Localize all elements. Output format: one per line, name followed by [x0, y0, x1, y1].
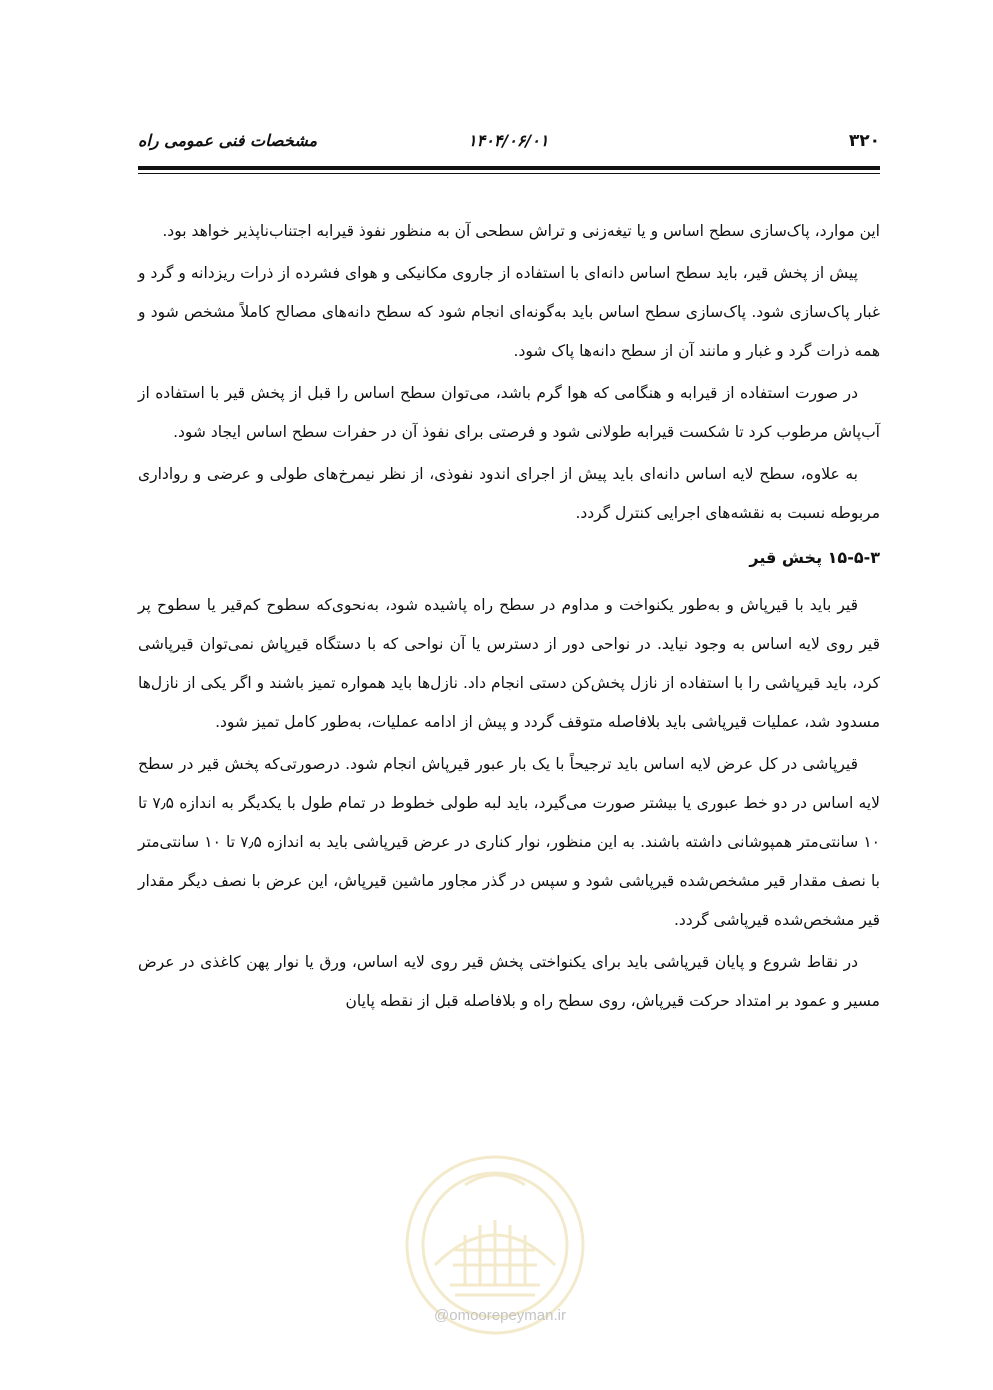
header-date: ۱۴۰۴/۰۶/۰۱ — [468, 131, 549, 150]
page — [138, 0, 880, 1390]
header-rule-thick — [138, 166, 880, 170]
paragraph: در نقاط شروع و پایان قیرپاشی باید برای یکنواختی پخش قیر روی لایه اساس، ورق یا نوار پهن کاغذی در عرض مسیر و عمود بر امتداد حرکت قیرپاش، روی سطح راه و بلافاصله قبل از نقطه پایان — [138, 953, 880, 1010]
header-title: مشخصات فنی عمومی راه — [138, 131, 318, 150]
paragraph: به علاوه، سطح لایه اساس دانه‌ای باید پیش از اجرای اندود نفوذی، از نظر نیمرخ‌های طولی و عرضی و رواداری مربوطه نسبت به نقشه‌های اجرایی کنترل گردد. — [138, 465, 880, 522]
section-heading: ۱۵-۵-۳ پخش قیر — [749, 548, 880, 567]
watermark-text: @omoorepeyman.ir — [434, 1307, 566, 1324]
paragraph: قیر باید با قیرپاش و به‌طور یکنواخت و مداوم در سطح راه پاشیده شود، به‌نحوی‌که سطوح کم‌قیر یا سطوح پر قیر روی لایه اساس به وجود نیاید. در نواحی دور از دسترس یا آن نواحی که با دستگاه قیرپاش نمی‌توان قیرپاشی کرد، باید قیرپاشی را با استفاده از نازل پخش‌کن دستی انجام داد. نازل‌ها باید همواره تمیز باشند و اگر یکی از نازل‌ها مسدود شد، عملیات قیرپاشی باید بلافاصله متوقف گردد و پیش از ادامه عملیات، به‌طور کامل تمیز شود. — [138, 596, 880, 731]
page-header — [138, 128, 880, 154]
paragraph: قیرپاشی در کل عرض لایه اساس باید ترجیحاً با یک بار عبور قیرپاش انجام شود. درصورتی‌که پخش قیر در سطح لایه اساس در دو خط عبوری یا بیشتر صورت می‌گیرد، باید لبه طولی خطوط در تمام طول با یکدیگر به اندازه ۷٫۵ تا ۱۰ سانتی‌متر همپوشانی داشته باشند. به این منظور، نوار کناری در عرض قیرپاشی باید به اندازه ۷٫۵ تا ۱۰ سانتی‌متر با نصف مقدار قیر مشخص‌شده قیرپاشی شود و سپس در گذر مجاور ماشین قیرپاش، این عرض با نصف دیگر مقدار قیر مشخص‌شده قیرپاشی گردد. — [138, 755, 881, 929]
page-number: ۳۲۰ — [848, 131, 880, 151]
paragraph: این موارد، پاک‌سازی سطح اساس و یا تیغه‌زنی و تراش سطحی آن به منظور نفوذ قیرابه اجتناب‌ناپذیر خواهد بود. — [162, 222, 880, 240]
paragraph: پیش از پخش قیر، باید سطح اساس دانه‌ای با استفاده از جاروی مکانیکی و هوای فشرده از ذرات ریزدانه و گرد و غبار پاک‌سازی شود. پاک‌سازی سطح اساس باید به‌گونه‌ای انجام شود که سطح دانه‌های مصالح کاملاً مشخص شود و همه ذرات گرد و غبار و مانند آن از سطح دانه‌ها پاک شود. — [138, 264, 880, 360]
page-content — [138, 212, 880, 1024]
header-rule-thin — [138, 173, 880, 174]
paragraph: در صورت استفاده از قیرابه و هنگامی که هوا گرم باشد، می‌توان سطح اساس را قبل از پخش قیر با استفاده از آب‌پاش مرطوب کرد تا شکست قیرابه طولانی شود و فرصتی برای نفوذ آن در حفرات سطح اساس ایجاد شود. — [138, 384, 880, 441]
